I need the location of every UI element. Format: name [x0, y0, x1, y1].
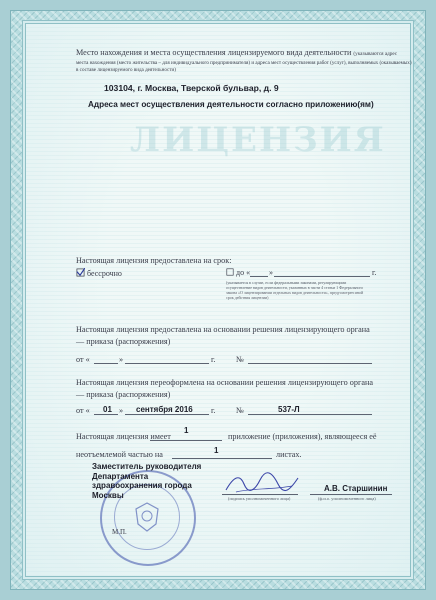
basis-line1: Настоящая лицензия предоставлена на основании решения лицензирующего органа: [76, 325, 370, 334]
reissue-number-line: [248, 414, 372, 415]
annex-addresses: Адреса мест осуществления деятельности согласно приложению(ям): [88, 100, 374, 109]
location-heading: Место нахождения и места осуществления лицензируемого вида деятельности (указываются адрес: [76, 48, 398, 57]
annex-line2-prefix: неотъемлемой частью на: [76, 450, 163, 459]
reissue-line1: Настоящая лицензия переоформлена на основании решения лицензирующего органа: [76, 378, 373, 387]
reissue-quote-close: »: [119, 406, 124, 415]
reissue-month-line: [125, 414, 209, 415]
basis-quote-close: »: [119, 355, 124, 364]
location-note-line2: места нахождения (место жительства – для индивидуального предпринимателя) и адреса мест осуществления работ (услуг), выполняемых (оказываемых): [76, 60, 412, 66]
annex-line1-prefix: Настоящая лицензия имеет: [76, 432, 171, 441]
stamp-label: М.П.: [112, 528, 127, 536]
until-year-suffix: г.: [372, 268, 377, 277]
annex-count-line: [150, 440, 222, 441]
annex-line2-suffix: листах.: [276, 450, 302, 459]
reissue-year: г.: [211, 406, 216, 415]
basis-number-sign: №: [236, 355, 244, 364]
until-quote-close: »: [269, 268, 273, 277]
position-line: Департамента: [92, 471, 149, 481]
basis-day-line: [94, 363, 118, 364]
handwritten-signature: [222, 470, 302, 496]
watermark: ЛИЦЕНЗИЯ: [130, 120, 386, 160]
reissue-day: 01: [103, 405, 112, 414]
license-address: 103104, г. Москва, Тверской бульвар, д. 9: [104, 83, 279, 93]
signatory-name: А.В. Старшинин: [324, 484, 388, 493]
location-note-line3: в составе лицензируемого вида деятельности): [76, 67, 176, 73]
term-label: Настоящая лицензия предоставлена на срок:: [76, 256, 232, 265]
reissue-month-year: сентября 2016: [136, 405, 193, 414]
position-line: Москвы: [92, 490, 124, 500]
annex-sheets: 1: [214, 446, 219, 455]
checkbox-empty-icon: [226, 268, 234, 276]
basis-number-line: [248, 363, 372, 364]
term-indefinite: бессрочно: [76, 268, 122, 278]
signature-line: [222, 494, 298, 495]
name-caption: (ф.и.о. уполномоченного лица): [318, 496, 376, 501]
basis-line2: — приказа (распоряжения): [76, 337, 171, 346]
reissue-number-sign: №: [236, 406, 244, 415]
reissue-line2: — приказа (распоряжения): [76, 390, 171, 399]
position-line: Заместитель руководителя: [92, 462, 202, 471]
coat-of-arms-icon: [130, 500, 164, 534]
basis-from: от «: [76, 355, 90, 364]
signatory-position: [92, 462, 201, 500]
annex-line1-suffix: приложение (приложения), являющееся её: [228, 432, 377, 441]
annex-count: 1: [184, 426, 189, 435]
term-until: до «: [226, 268, 250, 277]
signature-caption: (подпись уполномоченного лица): [228, 496, 291, 501]
reissue-day-line: [94, 414, 118, 415]
until-month-line: [274, 276, 370, 277]
basis-year: г.: [211, 355, 216, 364]
position-line: здравоохранения города: [92, 481, 192, 490]
reissue-from: от «: [76, 406, 90, 415]
basis-month-line: [125, 363, 209, 364]
name-line: [310, 494, 392, 495]
annex-sheets-line: [172, 458, 272, 459]
until-day-line: [250, 276, 268, 277]
checkbox-checked-icon: [76, 268, 85, 277]
reissue-number: 537-Л: [278, 405, 300, 414]
term-note: (указывается в случае, если федеральными законами, регулирующими осуществление видов деятельности, указанных в части 4 статьи 1 Федерального закона «О лицензировании отдельных видов деятельности», предусмотрен иной срок действия лицензии): [226, 280, 364, 300]
